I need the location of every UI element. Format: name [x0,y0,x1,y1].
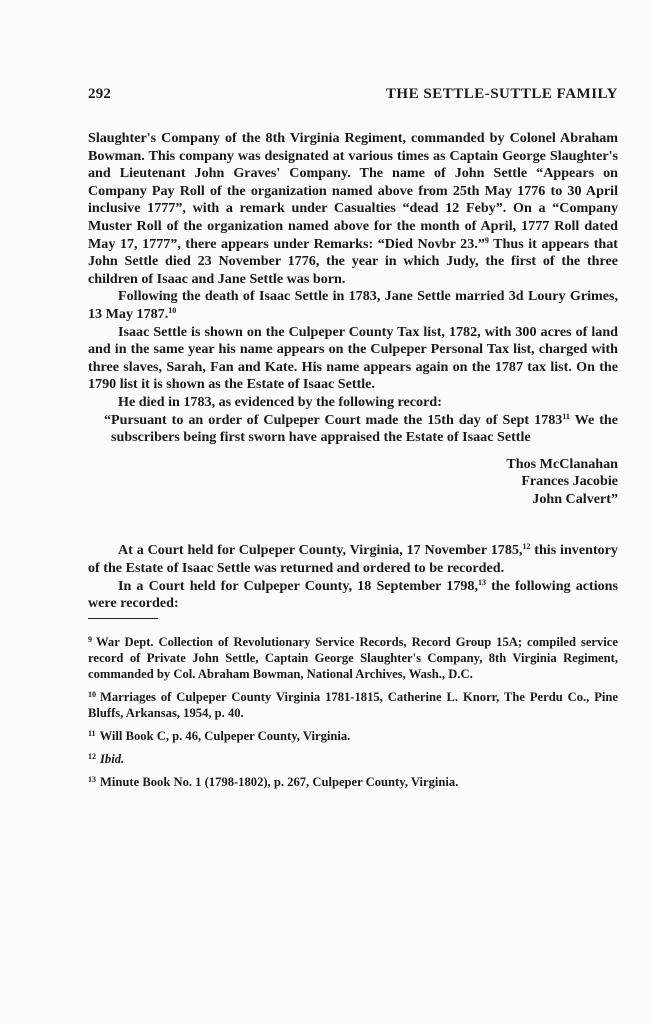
block-quote: “Pursuant to an order of Culpeper Court made the 15th day of Sept 1783$^{11}$ We the subscribers being first sworn have appraised the Estate of Isaac Settle [104,411,618,446]
footnote-ref: 11 [562,411,570,421]
footnote-divider [88,618,158,619]
signers [88,456,618,509]
footnote-ref: 9 [484,235,489,245]
paragraph: Slaughter's Company of the 8th Virginia Regiment, commanded by Colonel Abraham Bowman. This company was designated at various times as Captain George Slaughter's and Lieutenant John Graves' Company. The name of John Settle “Appears on Company Pay Roll of the organization named above from 25th May 1776 to 30 April inclusive 1777”, with a remark under Casualties “dead 12 Feby”. On a “Company Muster Roll of the organization named above for the month of April, 1777 Roll dated May 17, 1777”, there appears under Remarks: “Died Novbr 23.”$^9$ Thus it appears that John Settle died 23 November 1776, the year in which Judy, the first of the three children of Isaac and Jane Settle was born. [88,130,618,287]
signer: John Calvert” [532,490,618,507]
footnote: $^{10}$ Marriages of Culpeper County Virginia 1781-1815, Catherine L. Knorr, The Perdu Co., Pine Bluffs, Arkansas, 1954, p. 40. [88,689,618,720]
page-header [88,86,618,103]
paragraph: He died in 1783, as evidenced by the following record: [118,393,442,410]
paragraph: In a Court held for Culpeper County, 18 September 1798,13 the following actions were recorded: [88,577,618,612]
body-text [88,130,618,613]
footnote-ref: 13 [477,577,486,587]
footnote: $^9$ War Dept. Collection of Revolutionary Service Records, Record Group 15A; compiled service record of Private John Settle, Captain George Slaughter's Company, 8th Virginia Regiment, commanded by Col. Abraham Bowman, National Archives, Wash., D.C. [88,634,618,681]
footnote-ref: 10 [168,305,177,315]
footnote: $^{12}$ Ibid. [88,751,125,766]
paragraph: At a Court held for Culpeper County, Virginia, 17 November 1785,12 this inventory of the Estate of Isaac Settle was returned and ordered to be recorded. [88,542,618,577]
footnote: $^{13}$ Minute Book No. 1 (1798-1802), p. 267, Culpeper County, Virginia. [88,774,459,789]
footnote: $^{11}$ Will Book C, p. 46, Culpeper County, Virginia. [88,728,351,743]
signer: Thos McClanahan [506,455,618,472]
book-page [88,86,618,795]
page-number: 292 [88,86,112,102]
footnotes [88,632,618,790]
running-title: THE SETTLE-SUTTLE FAMILY [385,86,618,102]
paragraph: Isaac Settle is shown on the Culpeper County Tax list, 1782, with 300 acres of land and in the same year his name appears on the Culpeper Personal Tax list, charged with three slaves, Sarah, Fan and Kate. His name appears again on the 1787 tax list. On the 1790 list it is shown as the Estate of Isaac Settle. [88,323,618,393]
signer: Frances Jacobie [521,473,618,490]
footnote-ref: 12 [522,542,531,552]
paragraph: Following the death of Isaac Settle in 1783, Jane Settle married 3d Loury Grimes, 13 May 1787.10 [88,288,618,322]
